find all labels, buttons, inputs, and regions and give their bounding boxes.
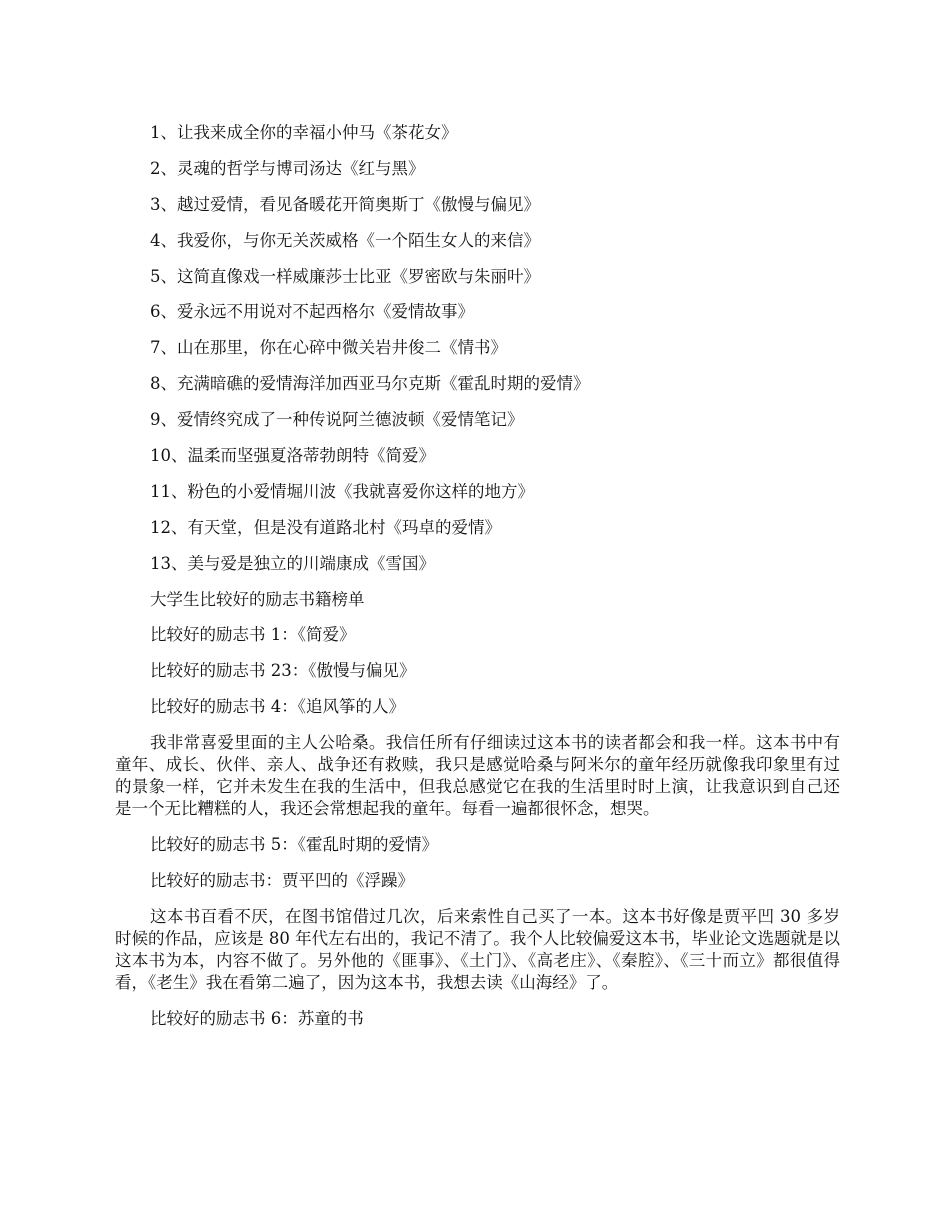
list-item: 6、爱永远不用说对不起西格尔《爱情故事》 (150, 302, 474, 322)
document-page (115, 122, 840, 1044)
review-paragraph-kite-runner: 我非常喜爱里面的主人公哈桑。我信任所有仔细读过这本书的读者都会和我一样。这本书中有童年、成长、伙伴、亲人、战争还有救赎，我只是感觉哈桑与阿米尔的童年经历就像我印象里有过的景象一样，它并未发生在我的生活中，但我总感觉它在我的生活里时时上演，让我意识到自己还是一个无比糟糕的人，我还会常想起我的童年。每看一遍都很怀念，想哭。 (115, 733, 840, 819)
book-heading-5: 比较好的励志书 5：《霍乱时期的爱情》 (150, 835, 438, 855)
list-item: 10、温柔而坚强夏洛蒂勃朗特《简爱》 (150, 446, 435, 466)
list-item: 11、粉色的小爱情堀川波《我就喜爱你这样的地方》 (150, 481, 534, 501)
review-paragraph-fuzao: 这本书百看不厌，在图书馆借过几次，后来索性自己买了一本。这本书好像是贾平凹 30 多岁时候的作品，应该是 80 年代左右出的，我记不清了。我个人比较偏爱这本书，毕业论文选题就是以这本书为本，内容不做了。另外他的《匪事》、《土门》、《高老庄》、《秦腔》、《三十而立》都很值得看，《老生》我在看第二遍了，因为这本书，我想去读《山海经》了。 (115, 906, 840, 992)
section-title: 大学生比较好的励志书籍榜单 (150, 589, 365, 609)
list-item: 13、美与爱是独立的川端康成《雪国》 (150, 553, 435, 573)
list-item: 1、让我来成全你的幸福小仲马《茶花女》 (150, 123, 458, 142)
book-heading-23: 比较好的励志书 23：《傲慢与偏见》 (150, 661, 416, 681)
book-heading-jia-pingwa: 比较好的励志书：贾平凹的《浮躁》 (150, 870, 414, 890)
list-item: 9、爱情终究成了一种传说阿兰德波顿《爱情笔记》 (150, 410, 524, 430)
list-item: 4、我爱你，与你无关茨威格《一个陌生女人的来信》 (150, 230, 540, 250)
list-item: 2、灵魂的哲学与博司汤达《红与黑》 (150, 158, 425, 178)
list-item: 8、充满暗礁的爱情海洋加西亚马尔克斯《霍乱时期的爱情》 (150, 374, 590, 394)
book-heading-4: 比较好的励志书 4：《追风筝的人》 (150, 697, 405, 717)
list-item: 7、山在那里，你在心碎中微关岩井俊二《情书》 (150, 338, 507, 358)
list-item: 12、有天堂，但是没有道路北村《玛卓的爱情》 (150, 517, 501, 537)
list-item: 5、这简直像戏一样威廉莎士比亚《罗密欧与朱丽叶》 (150, 266, 540, 286)
book-heading-6: 比较好的励志书 6：苏童的书 (150, 1008, 364, 1028)
list-item: 3、越过爱情，看见备暖花开简奥斯丁《傲慢与偏见》 (150, 194, 540, 214)
book-heading-1: 比较好的励志书 1：《简爱》 (150, 625, 356, 645)
